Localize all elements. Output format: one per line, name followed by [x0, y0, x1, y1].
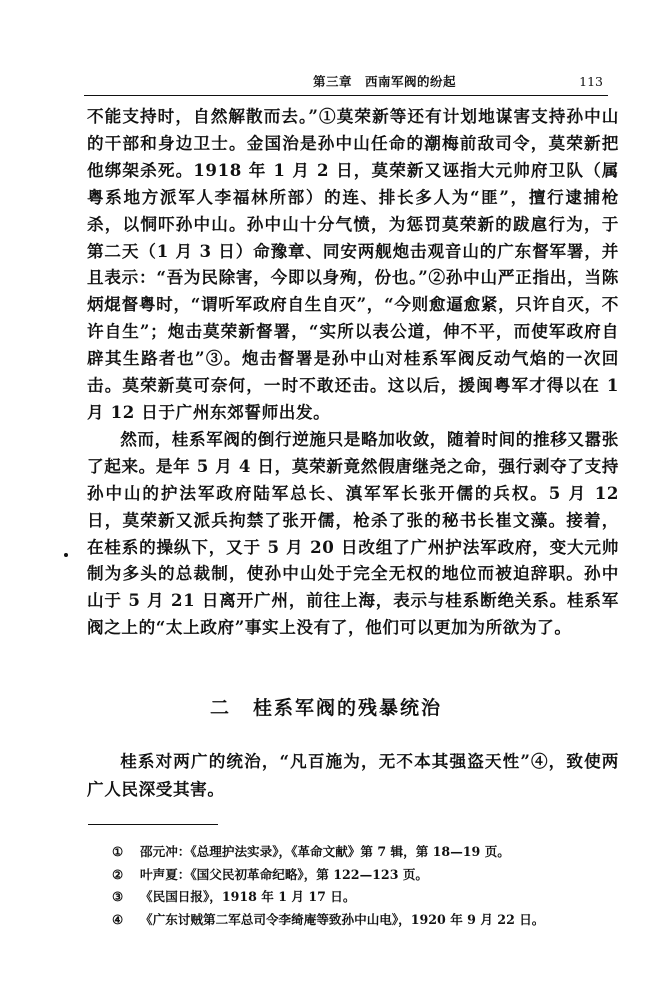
footnote-4 [112, 909, 612, 932]
footnote-text: 《民国日报》，1918 年 1 月 17 日。 [140, 889, 356, 904]
header-rule [84, 95, 608, 96]
footnote-mark: ③ [112, 889, 124, 904]
footnote-text: 《广东讨贼第二军总司令李绮庵等致孙中山电》，1920 年 9 月 22 日。 [140, 911, 545, 927]
footnote-rule [88, 824, 218, 825]
footnote-text: 叶声夏：《国父民初革命纪略》，第 122—123 页。 [140, 866, 429, 882]
paragraph-1: 不能支持时，自然解散而去。”①莫荣新等还有计划地谋害支持孙中山的干部和身边卫士。金国治是孙中山任命的潮梅前敌司令，莫荣新把他绑架杀死。1918 年 1 月 2 日，莫荣新又诬指大元帅府卫队（属粤系地方派军人李福林所部）的连、排长多人为“匪”，擅行逮捕枪杀，以恫吓孙中山。孙中山十分气愤，为惩罚莫荣新的跋扈行为，于第二天（1 月 3 日）命豫章、同安两舰炮击观音山的广东督军署，并且表示：“吾为民除害，今即以身殉，份也。”②孙中山严正指出，当陈炳焜督粤时，“谓听军政府自生自灭”，“今则愈逼愈紧，只许自灭，不许自生”；炮击莫荣新督署，“实所以表公道，伸不平，而使军政府自辟其生路者也”③。炮击督署是孙中山对桂系军阀反动气焰的一次回击。莫荣新莫可奈何，一时不敢还击。这以后，援闽粤军才得以在 1 月 12 日于广州东郊誓师出发。 [87, 106, 619, 422]
footnote-1 [112, 841, 612, 864]
section-text [87, 747, 619, 803]
footnote-text: 邵元冲：《总理护法实录》，《革命文献》第 7 辑，第 18—19 页。 [140, 844, 510, 859]
footnote-2 [112, 864, 612, 887]
section-title-text: 桂系军阀的残暴统治 [253, 697, 443, 719]
chapter-title: 第三章 西南军阀的纷起 [313, 74, 457, 89]
footnotes [112, 841, 612, 931]
margin-dot [64, 553, 68, 557]
main-text [87, 103, 619, 641]
section-heading [0, 693, 652, 720]
section-paragraph: 桂系对两广的统治，“凡百施为，无不本其强盗天性”④，致使两广人民深受其害。 [87, 751, 619, 799]
paragraph-2: 然而，桂系军阀的倒行逆施只是略加收敛，随着时间的推移又嚣张了起来。是年 5 月 4 日，莫荣新竟然假唐继尧之命，强行剥夺了支持孙中山的护法军政府陆军总长、滇军军长张开儒的兵权。5 月 12 日，莫荣新又派兵拘禁了张开儒，枪杀了张的秘书长崔文藻。接着，在桂系的操纵下，又于 5 月 20 日改组了广州护法军政府，变大元帅制为多头的总裁制，使孙中山处于完全无权的地位而被迫辞职。孙中山于 5 月 21 日离开广州，前往上海，表示与桂系断绝关系。桂系军阀之上的“太上政府”事实上没有了，他们可以更加为所欲为了。 [87, 428, 619, 638]
section-number: 二 [209, 697, 231, 719]
page-number: 113 [579, 74, 603, 89]
footnote-mark: ① [112, 844, 124, 859]
footnote-3 [112, 886, 612, 909]
footnote-mark: ② [112, 866, 124, 882]
footnote-mark: ④ [112, 911, 124, 927]
running-header [85, 72, 605, 92]
